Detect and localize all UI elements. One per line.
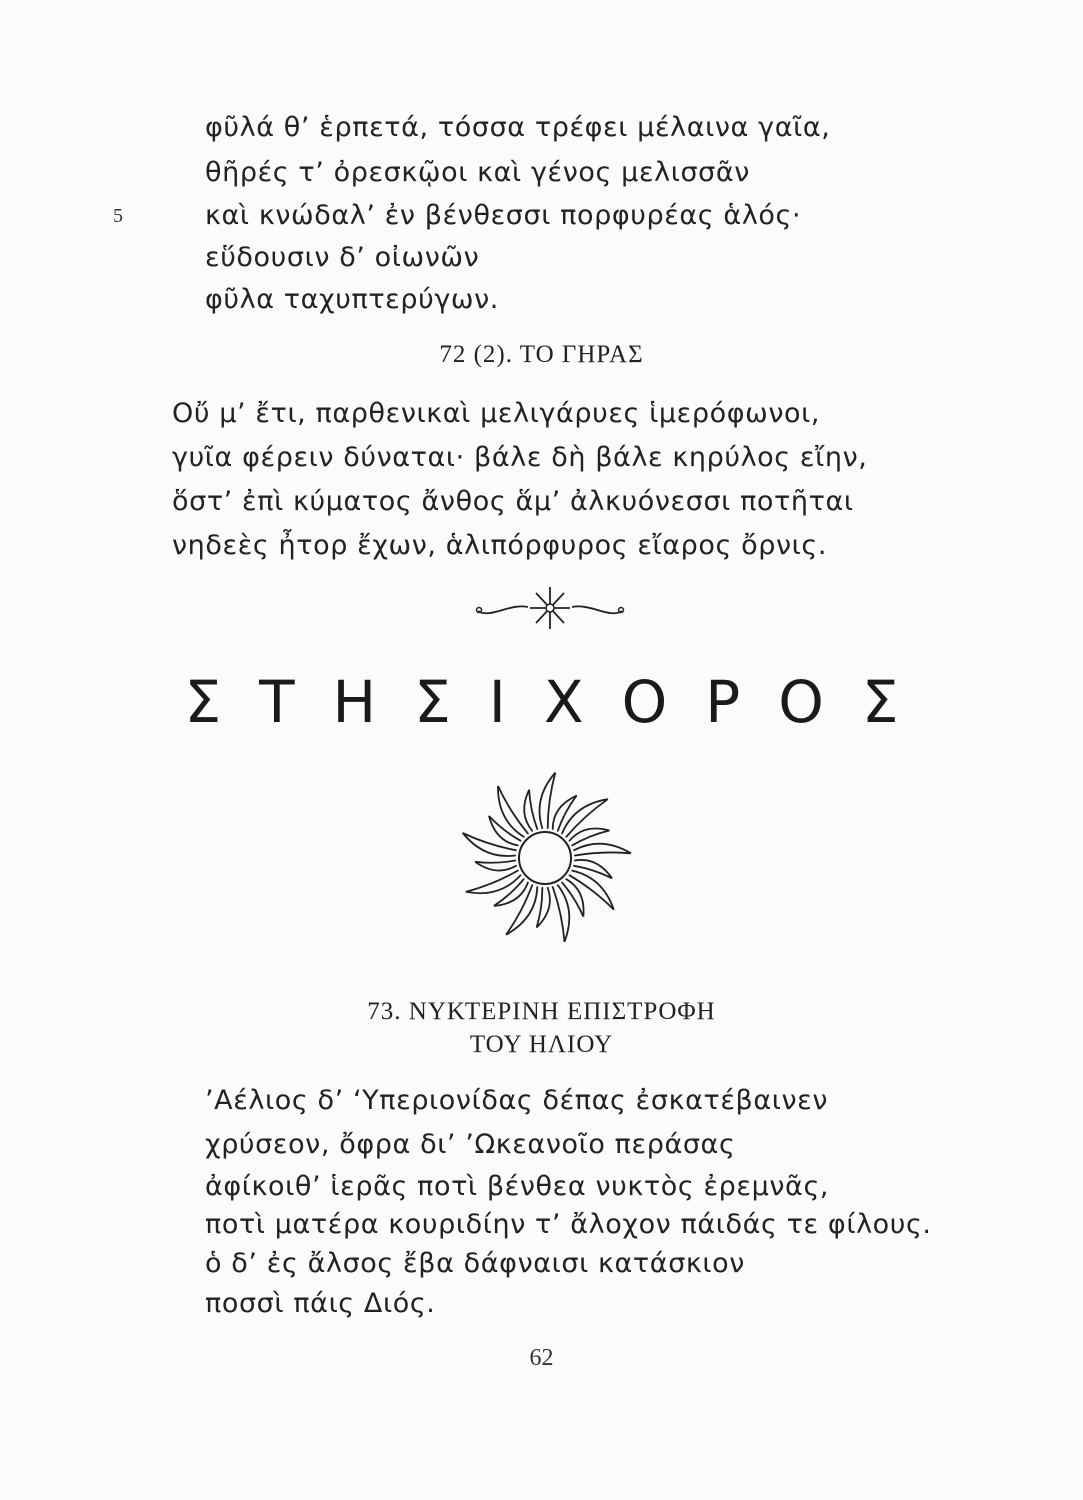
fragment-73-heading: 73. ΝΥΚΤΕΡΙΝΗ ΕΠΙΣΤΡΟΦΗ <box>367 998 716 1025</box>
poem-line: ποτὶ ματέρα κουριδίην τ’ ἄλοχον πάιδάς τε φίλους. <box>205 1209 932 1240</box>
sun-ray <box>537 888 550 928</box>
sun-ray <box>562 799 608 837</box>
fragment-73-subheading: ΤΟΥ ΗΛΙΟΥ <box>469 1031 614 1058</box>
fragment-72-heading: 72 (2). ΤΟ ΓΗΡΑΣ <box>439 341 644 368</box>
sun-ray <box>574 860 612 878</box>
poem-line: χρύσεον, ὄφρα δι’ ’Ωκεανοῖο περάσας <box>205 1129 736 1160</box>
poem-line: γυῖα φέρειν δύναται· βάλε δὴ βάλε κηρύλος εἴην, <box>172 442 868 473</box>
sun-ray <box>574 844 631 856</box>
sun-ray <box>553 796 577 831</box>
page-number: 62 <box>529 1345 554 1371</box>
line-number: 5 <box>113 205 123 227</box>
sun-icon <box>430 768 660 948</box>
poem-line: φῦλα ταχυπτερύγων. <box>205 284 499 315</box>
poem-line: φῦλά θ’ ἑρπετά, τόσσα τρέφει μέλαινα γαῖα, <box>205 112 831 143</box>
author-title: ΣΤΗΣΙΧΟΡΟΣ <box>184 668 937 736</box>
poem-line: καὶ κνώδαλ’ ἐν βένθεσσι πορφυρέας ἁλός· <box>205 200 802 231</box>
poem-line: νηδεὲς ἦτορ ἔχων, ἁλιπόρφυρος εἴαρος ὄρνις. <box>172 530 828 561</box>
sun-ray <box>570 829 610 846</box>
poem-line: ποσσὶ πάις Διός. <box>205 1288 436 1319</box>
sun-ray <box>524 790 537 831</box>
poem-line: εὕδουσιν δ’ οἰωνῶν <box>205 242 480 273</box>
sun-ray <box>553 885 570 942</box>
ornament-icon <box>470 583 630 633</box>
sun-ray <box>466 871 521 894</box>
poem-line: ὅστ’ ἐπὶ κύματος ἄνθος ἅμ’ ἀλκυόνεσσι ποτῆται <box>172 486 854 517</box>
sun-ray <box>475 861 516 871</box>
poem-line: ’Αέλιος δ’ ‘Υπεριονίδας δέπας ἐσκατέβαινεν <box>205 1085 829 1116</box>
sun-ray <box>463 833 516 856</box>
poem-line: θῆρές τ’ ὀρεσκῷοι καὶ γένος μελισσᾶν <box>205 157 750 188</box>
poem-line: ἀφίκοιθ’ ἱερᾶς ποτὶ βένθεα νυκτὸς ἐρεμνᾶς, <box>205 1171 830 1202</box>
poem-line: ὁ δ’ ἐς ἄλσος ἔβα δάφναισι κατάσκιον <box>205 1248 745 1279</box>
poem-line: Οὔ μ’ ἔτι, παρθενικαὶ μελιγάρυες ἱμερόφωνοι, <box>172 398 821 429</box>
